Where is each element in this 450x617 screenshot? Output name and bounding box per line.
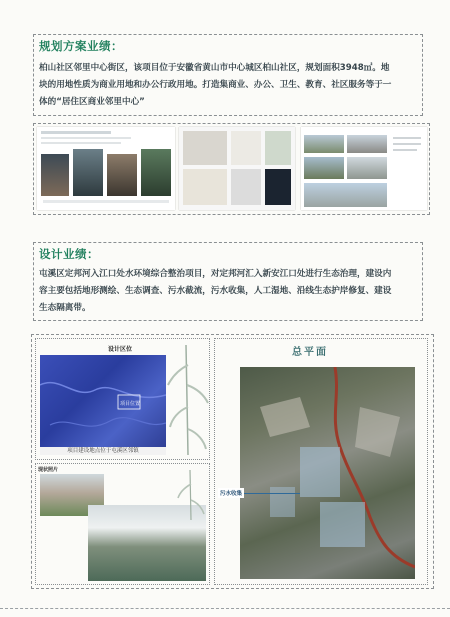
design-area-caption: 项目建设地点位于屯溪区邻镇 <box>40 447 166 455</box>
thumbnail-plans <box>179 127 295 210</box>
section2-line-2: 容主要包括地形测绘、生态调查、污水截流，污水收集，人工湿地、沿线生态护岸修复、建设 <box>39 286 392 296</box>
thumbnail-photo-board <box>37 127 175 210</box>
design-area-map <box>40 355 166 447</box>
section1-line-3: 体的“居住区商业邻里中心” <box>39 97 145 107</box>
section1-body <box>39 60 421 111</box>
pin-label: 污水收集 <box>218 488 244 498</box>
photos-title: 现状照片 <box>38 467 59 473</box>
bottom-rule <box>0 608 450 609</box>
section2-line-3: 生态隔离带。 <box>39 303 91 313</box>
thumbnail-site-photos <box>301 127 427 210</box>
master-plan-title: 总平面 <box>292 347 328 358</box>
pin-callout-line <box>242 493 300 494</box>
section1-line-1: 柏山社区邻里中心街区，该项目位于安徽省黄山市中心城区柏山社区，规划面积3948㎡。地 <box>39 63 390 73</box>
section1-line-2: 块的用地性质为商业用地和办公行政用地。打造集商业、办公、卫生、教育、社区服务等于一 <box>39 80 392 90</box>
design-area-title: 设计区位 <box>107 346 132 353</box>
bamboo-decoration <box>166 345 210 455</box>
section2-body <box>39 266 421 317</box>
section2-line-1: 屯溪区定邦河入江口处水环境综合整治项目，对定邦河汇入新安江口处进行生态治理，建设内 <box>39 269 392 279</box>
master-plan-map <box>240 367 415 579</box>
section1-title: 规划方案业绩： <box>39 39 123 53</box>
project-location-label: 项目位置 <box>120 401 141 407</box>
bamboo-decoration-2 <box>176 470 206 520</box>
section2-title: 设计业绩： <box>39 247 99 261</box>
